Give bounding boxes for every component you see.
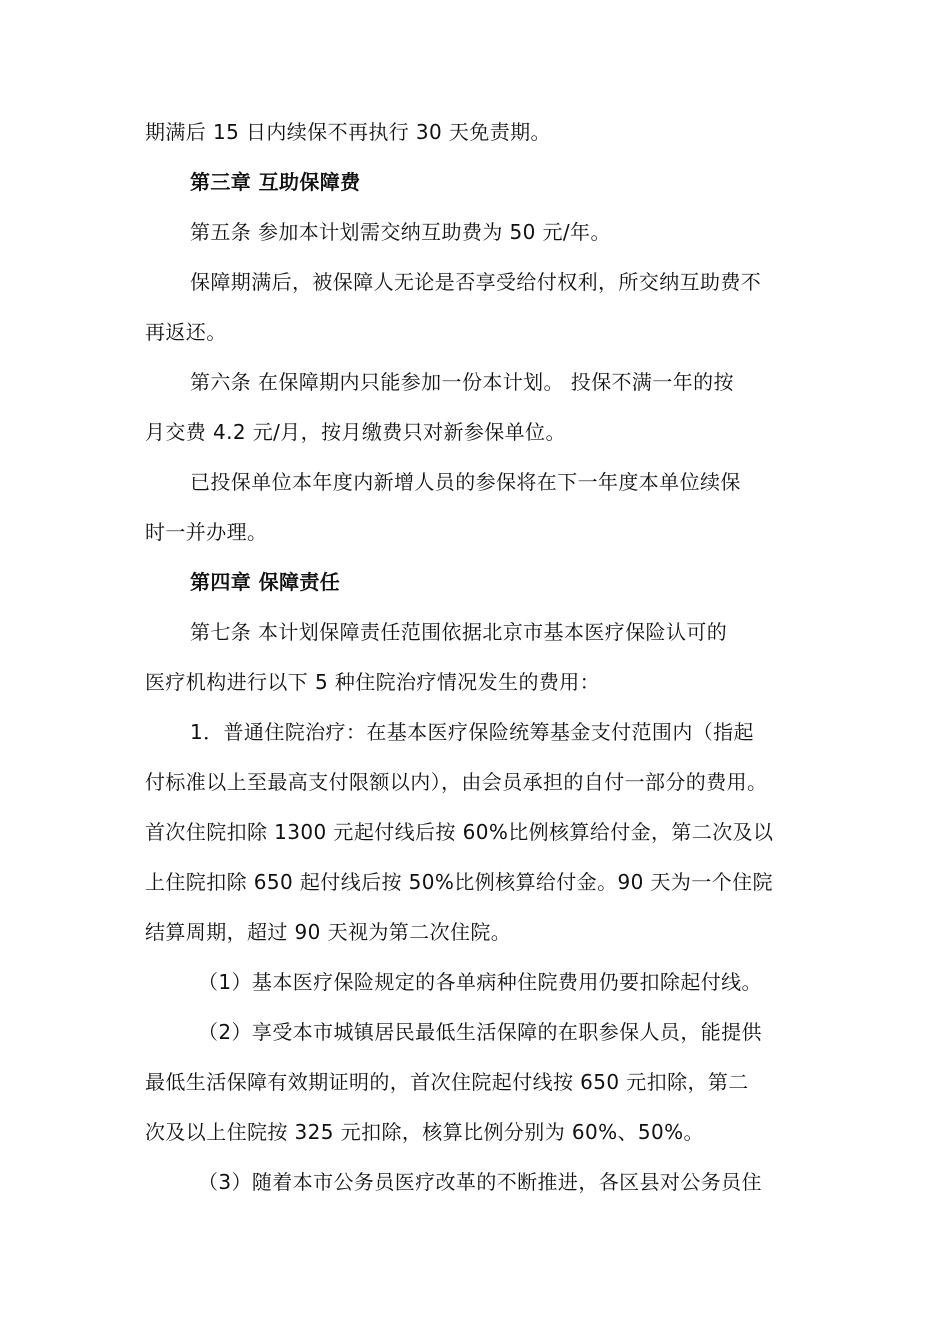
text-line: 医疗机构进行以下 5 种住院治疗情况发生的费用：: [145, 670, 601, 694]
article-line: 第五条 参加本计划需交纳互助费为 50 元/年。: [190, 220, 611, 244]
text-line: 时一并办理。: [145, 520, 268, 544]
text-line: 月交费 4.2 元/月，按月缴费只对新参保单位。: [145, 420, 566, 444]
text-line: 结算周期，超过 90 天视为第二次住院。: [145, 920, 512, 944]
text-line: 期满后 15 日内续保不再执行 30 天免责期。: [145, 120, 551, 144]
text-line: 上住院扣除 650 起付线后按 50%比例核算给付金。90 天为一个住院: [145, 870, 773, 894]
sub-item-line: （3）随着本市公务员医疗改革的不断推进，各区县对公务员住: [198, 1170, 762, 1194]
article-line: 第七条 本计划保障责任范围依据北京市基本医疗保险认可的: [190, 620, 728, 644]
text-line: 保障期满后，被保障人无论是否享受给付权利，所交纳互助费不: [190, 270, 762, 294]
text-line: 已投保单位本年度内新增人员的参保将在下一年度本单位续保: [190, 470, 741, 494]
chapter-heading: 第三章 互助保障费: [190, 170, 361, 194]
sub-item-line: （1）基本医疗保险规定的各单病种住院费用仍要扣除起付线。: [198, 970, 762, 994]
sub-item-line: （2）享受本市城镇居民最低生活保障的在职参保人员，能提供: [198, 1020, 762, 1044]
text-line: 再返还。: [145, 320, 227, 344]
text-line: 付标准以上至最高支付限额以内），由会员承担的自付一部分的费用。: [145, 770, 768, 794]
text-line: 首次住院扣除 1300 元起付线后按 60%比例核算给付金，第二次及以: [145, 820, 774, 844]
list-item-line: 1．普通住院治疗：在基本医疗保险统筹基金支付范围内（指起: [190, 720, 754, 744]
article-line: 第六条 在保障期内只能参加一份本计划。 投保不满一年的按: [190, 370, 734, 394]
text-line: 最低生活保障有效期证明的，首次住院起付线按 650 元扣除，第二: [145, 1070, 749, 1094]
chapter-heading: 第四章 保障责任: [190, 570, 341, 594]
text-line: 次及以上住院按 325 元扣除，核算比例分别为 60%、50%。: [145, 1120, 704, 1144]
